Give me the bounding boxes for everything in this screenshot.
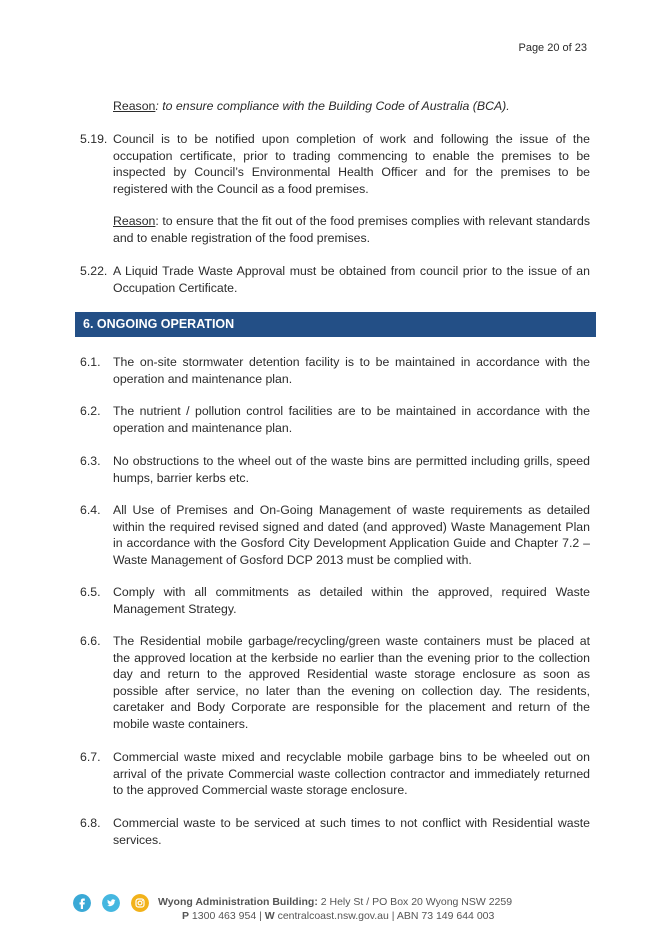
- condition-item: [80, 354, 590, 387]
- condition-item: [80, 584, 590, 617]
- condition-text: Council is to be notified upon completion of work and following the issue of the occupation certificate, prior to trading commencing to enable the premises to be inspected by Council’s Environmental Health Officer and for the premises to be registered with the Council as a food premises.: [113, 132, 590, 196]
- page-number: Page 20 of 23: [518, 42, 587, 54]
- condition-text: Commercial waste to be serviced at such times to not conflict with Residential waste services.: [113, 816, 590, 847]
- condition-text: A Liquid Trade Waste Approval must be obtained from council prior to the issue of an Occupation Certificate.: [113, 264, 590, 295]
- condition-text: Commercial waste mixed and recyclable mobile garbage bins to be wheeled out on arrival of the private Commercial waste collection contractor and immediately returned to the approved Commercial waste storage enclosure.: [113, 750, 590, 798]
- condition-text: The on-site stormwater detention facility is to be maintained in accordance with the operation and maintenance plan.: [113, 355, 590, 386]
- condition-number: 5.19.: [80, 132, 108, 146]
- reason-text: : to ensure that the fit out of the food premises complies with relevant standards and to enable registration of the food premises.: [113, 214, 590, 245]
- instagram-icon[interactable]: [131, 894, 149, 912]
- condition-item: [80, 403, 590, 436]
- condition-text: No obstructions to the wheel out of the waste bins are permitted including grills, speed humps, barrier kerbs etc.: [113, 454, 590, 485]
- twitter-icon[interactable]: [102, 894, 120, 912]
- reason-label: Reason: [113, 99, 156, 113]
- condition-number: 5.22.: [80, 264, 108, 278]
- condition-number: 6.7.: [80, 750, 101, 764]
- condition-number: 6.2.: [80, 404, 101, 418]
- condition-text: Comply with all commitments as detailed within the approved, required Waste Management Strategy.: [113, 585, 590, 616]
- condition-number: 6.1.: [80, 355, 101, 369]
- footer-phone-label: P: [182, 910, 190, 922]
- reason-paragraph: [113, 213, 590, 246]
- condition-text: The nutrient / pollution control facilities are to be maintained in accordance with the operation and maintenance plan.: [113, 404, 590, 435]
- condition-number: 6.3.: [80, 454, 101, 468]
- reason-text: : to ensure compliance with the Building Code of Australia (BCA).: [155, 99, 510, 113]
- condition-item: [80, 453, 590, 486]
- condition-number: 6.6.: [80, 634, 101, 648]
- condition-number: 6.4.: [80, 503, 101, 517]
- condition-item: [80, 502, 590, 568]
- footer-address-text: 2 Hely St / PO Box 20 Wyong NSW 2259: [317, 896, 513, 908]
- condition-item: [80, 263, 590, 296]
- section-heading: 6. ONGOING OPERATION: [75, 312, 596, 337]
- condition-text: All Use of Premises and On-Going Management of waste requirements as detailed within the required revised signed and dated (and approved) Waste Management Plan in accordance with the Gosford City Development Application Guide and Chapter 7.2 – Waste Management of Gosford DCP 2013 must be complied with.: [113, 503, 590, 567]
- facebook-icon[interactable]: [73, 894, 91, 912]
- footer-web-label: W: [264, 910, 275, 922]
- condition-item: [80, 749, 590, 799]
- condition-text: The Residential mobile garbage/recycling/green waste containers must be placed at the approved location at the kerbside no earlier than the evening prior to the collection day and return to the approved Residential waste storage enclosure as soon as possible after service, no later than the evening on collection day. The residents, caretaker and Body Corporate are responsible for the placement and return of the mobile waste containers.: [113, 634, 590, 731]
- condition-item: [80, 131, 590, 197]
- condition-item: [80, 633, 590, 733]
- condition-number: 6.8.: [80, 816, 101, 830]
- condition-number: 6.5.: [80, 585, 101, 599]
- page-footer: [0, 894, 670, 924]
- footer-contact: [182, 908, 494, 925]
- reason-label: Reason: [113, 214, 156, 228]
- footer-phone: 1300 463 954 |: [189, 910, 265, 922]
- condition-item: [80, 815, 590, 848]
- footer-building-label: Wyong Administration Building:: [158, 896, 318, 908]
- reason-paragraph: [113, 98, 590, 115]
- footer-web: centralcoast.nsw.gov.au | ABN 73 149 644 003: [274, 910, 495, 922]
